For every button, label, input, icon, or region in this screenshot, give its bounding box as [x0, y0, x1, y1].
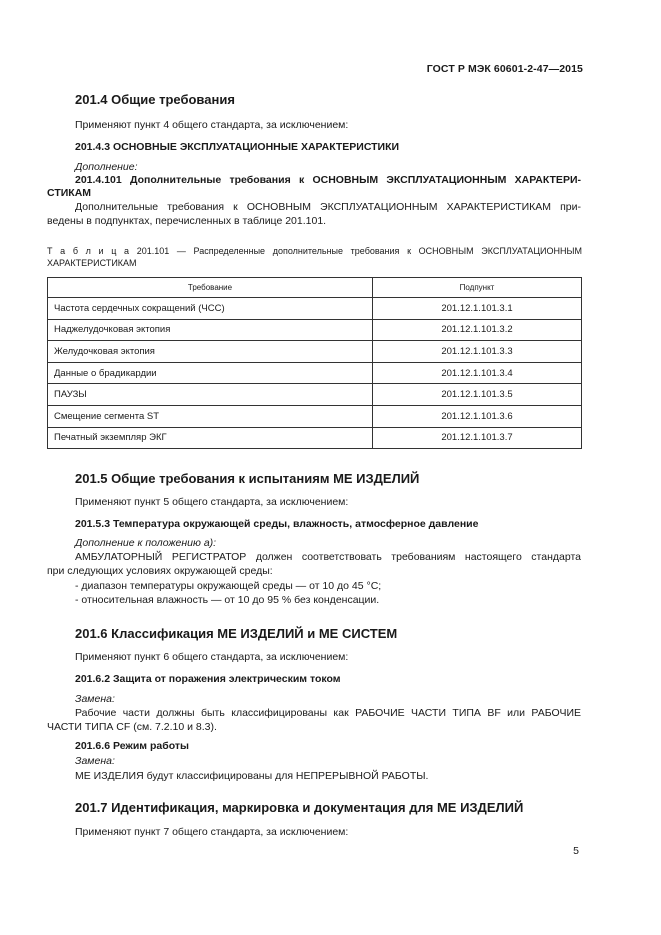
paragraph-201-4-101-line1: Дополнительные требования к ОСНОВНЫМ ЭКСПЛУАТАЦИОННЫМ ХАРАКТЕРИСТИКАМ при- — [75, 201, 581, 213]
table-cell-subclause: 201.12.1.101.3.1 — [373, 298, 582, 320]
table-cell-requirement: Наджелудочковая эктопия — [48, 319, 373, 341]
table-header-subclause: Подпункт — [373, 278, 582, 298]
table-row — [48, 405, 582, 427]
addition-to-a-label: Дополнение к положению a): — [75, 537, 217, 549]
table-cell-requirement: ПАУЗЫ — [48, 384, 373, 406]
table-cell-subclause: 201.12.1.101.3.6 — [373, 405, 582, 427]
table-caption-line2: ХАРАКТЕРИСТИКАМ — [47, 258, 137, 268]
paragraph-201-6-2-line2: ЧАСТИ ТИПА CF (см. 7.2.10 и 8.3). — [47, 721, 217, 733]
list-item: - относительная влажность — от 10 до 95 % без конденсации. — [75, 594, 380, 606]
table-cell-subclause: 201.12.1.101.3.4 — [373, 362, 582, 384]
table-cell-requirement: Смещение сегмента ST — [48, 405, 373, 427]
table-cell-requirement: Частота сердечных сокращений (ЧСС) — [48, 298, 373, 320]
table-row — [48, 341, 582, 363]
paragraph-201-6-2-line1: Рабочие части должны быть классифицированы как РАБОЧИЕ ЧАСТИ ТИПА BF или РАБОЧИЕ — [75, 707, 581, 719]
table-caption-line1: Т а б л и ц а 201.101 — Распределенные дополнительные требования к ОСНОВНЫМ ЭКСПЛУАТАЦИОННЫМ — [47, 246, 582, 256]
table-cell-requirement: Данные о брадикардии — [48, 362, 373, 384]
section-201-7-title: 201.7 Идентификация, маркировка и документация для МЕ ИЗДЕЛИЙ — [75, 800, 524, 815]
section-201-6-intro: Применяют пункт 6 общего стандарта, за исключением: — [75, 651, 349, 663]
section-201-6-title: 201.6 Классификация МЕ ИЗДЕЛИЙ и МЕ СИСТЕМ — [75, 626, 398, 641]
table-row — [48, 427, 582, 449]
document-id: ГОСТ Р МЭК 60601-2-47—2015 — [426, 63, 583, 75]
paragraph-201-5-3-line2: при следующих условиях окружающей среды: — [47, 565, 273, 577]
subsection-201-4-3-title: 201.4.3 ОСНОВНЫЕ ЭКСПЛУАТАЦИОННЫЕ ХАРАКТЕРИСТИКИ — [75, 141, 400, 153]
table-cell-requirement: Желудочковая эктопия — [48, 341, 373, 363]
table-row — [48, 298, 582, 320]
paragraph-201-4-101-line2: ведены в подпунктах, перечисленных в таблице 201.101. — [47, 215, 327, 227]
subsection-201-5-3-title: 201.5.3 Температура окружающей среды, влажность, атмосферное давление — [75, 518, 479, 530]
table-header-row — [48, 278, 582, 298]
paragraph-201-5-3-line1: АМБУЛАТОРНЫЙ РЕГИСТРАТОР должен соответствовать требованиям настоящего стандарта — [75, 551, 581, 563]
requirements-table — [47, 277, 582, 449]
paragraph-201-6-6: МЕ ИЗДЕЛИЯ будут классифицированы для НЕПРЕРЫВНОЙ РАБОТЫ. — [75, 770, 429, 782]
list-item: - диапазон температуры окружающей среды — от 10 до 45 °С; — [75, 580, 382, 592]
section-201-5-title: 201.5 Общие требования к испытаниям МЕ ИЗДЕЛИЙ — [75, 471, 420, 486]
table-row — [48, 362, 582, 384]
table-row — [48, 384, 582, 406]
subsection-201-4-101-title-line1: 201.4.101 Дополнительные требования к ОСНОВНЫМ ЭКСПЛУАТАЦИОННЫМ ХАРАКТЕРИ- — [75, 174, 581, 186]
section-201-4-intro: Применяют пункт 4 общего стандарта, за исключением: — [75, 119, 349, 131]
page-number: 5 — [573, 845, 579, 857]
subsection-201-6-6-title: 201.6.6 Режим работы — [75, 740, 189, 752]
addition-label: Дополнение: — [75, 161, 138, 173]
table-cell-subclause: 201.12.1.101.3.7 — [373, 427, 582, 449]
section-201-4-title: 201.4 Общие требования — [75, 92, 235, 107]
table-row — [48, 319, 582, 341]
section-201-7-intro: Применяют пункт 7 общего стандарта, за исключением: — [75, 826, 349, 838]
table-cell-requirement: Печатный экземпляр ЭКГ — [48, 427, 373, 449]
subsection-201-4-101-title-line2: СТИКАМ — [47, 187, 92, 199]
table-cell-subclause: 201.12.1.101.3.2 — [373, 319, 582, 341]
replacement-label: Замена: — [75, 693, 115, 705]
subsection-201-6-2-title: 201.6.2 Защита от поражения электрическим током — [75, 673, 341, 685]
table-cell-subclause: 201.12.1.101.3.5 — [373, 384, 582, 406]
section-201-5-intro: Применяют пункт 5 общего стандарта, за исключением: — [75, 496, 349, 508]
replacement-label: Замена: — [75, 755, 115, 767]
table-header-requirement: Требование — [48, 278, 373, 298]
table-cell-subclause: 201.12.1.101.3.3 — [373, 341, 582, 363]
